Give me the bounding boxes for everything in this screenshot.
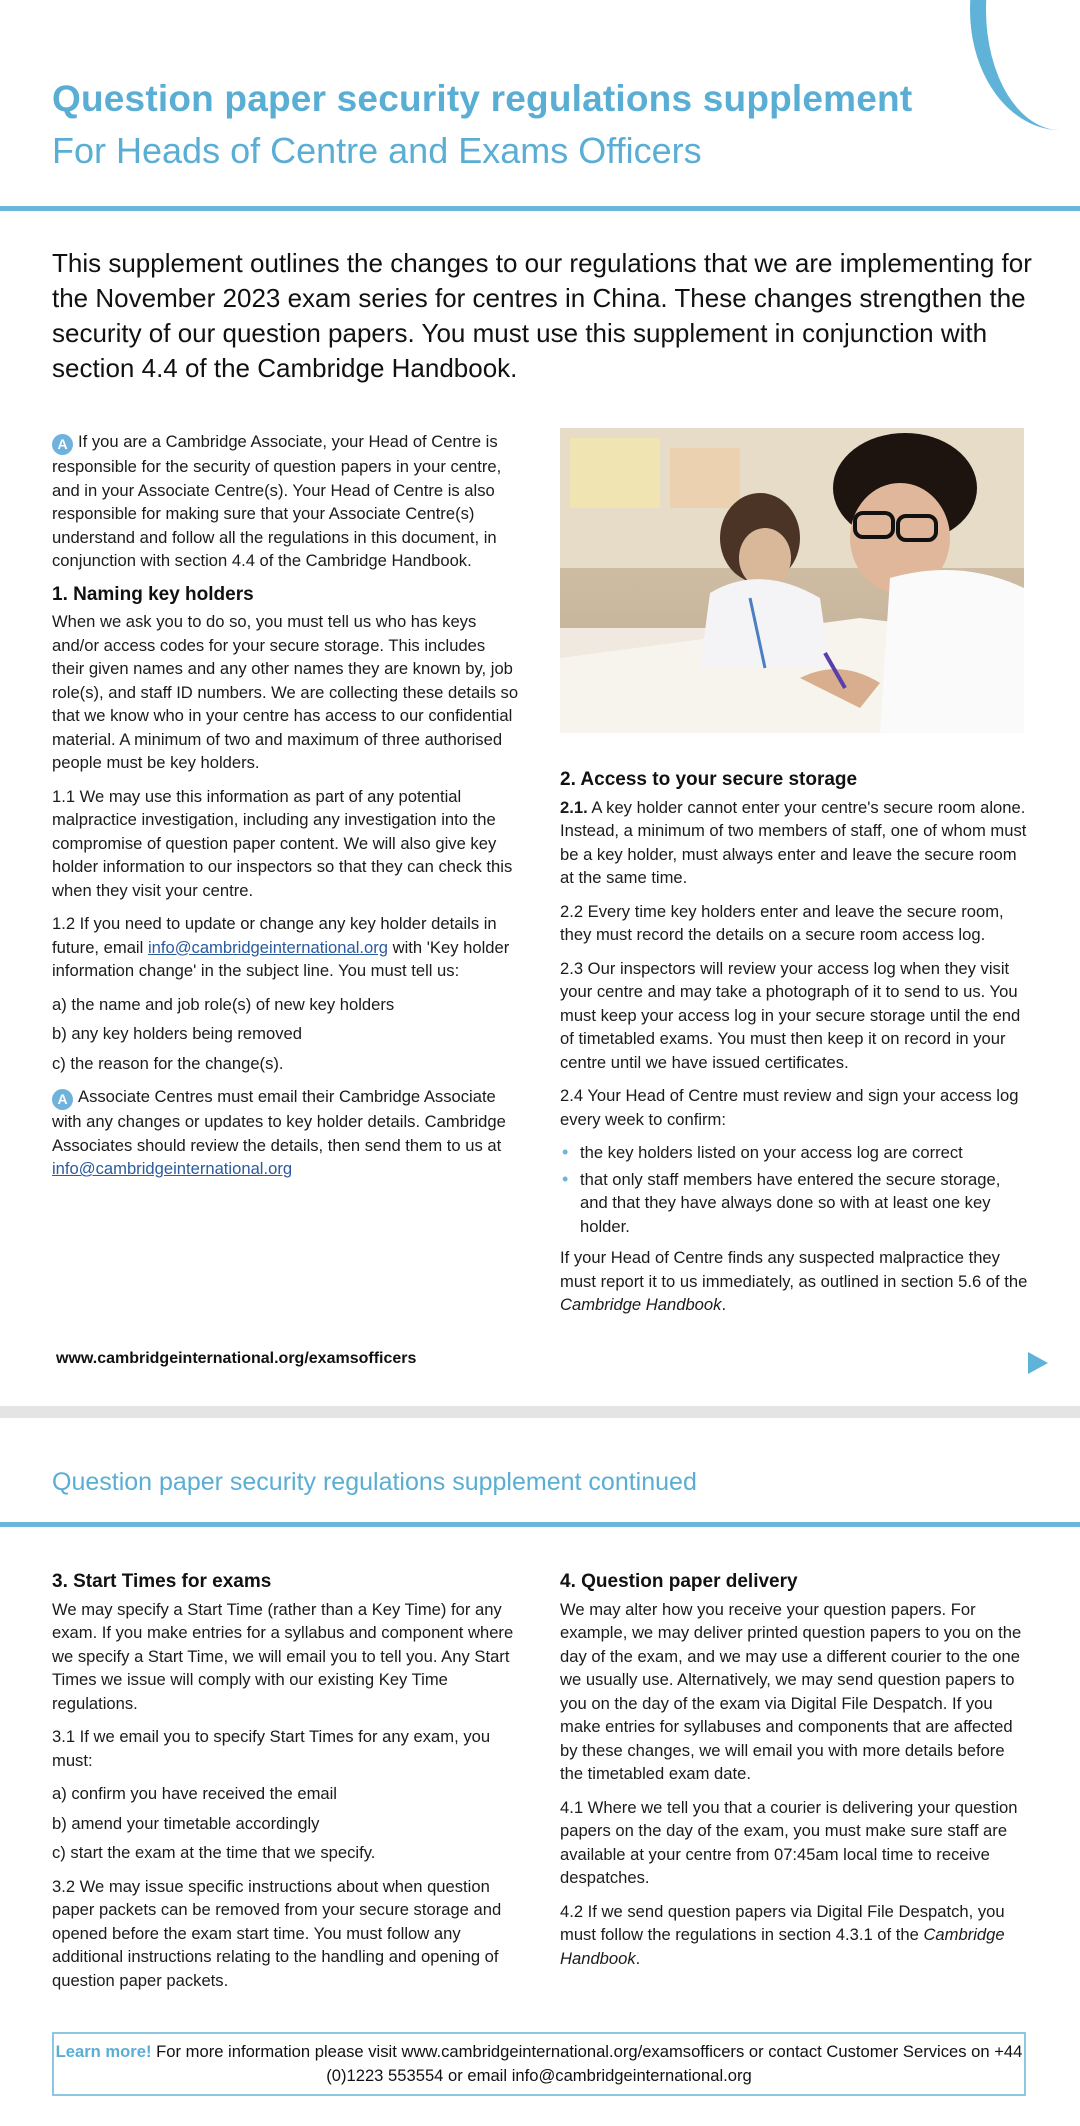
list-item: • that only staff members have entered the secure storage, and that they have always done so with at least one key holder. — [560, 1168, 1032, 1239]
confirmation-list — [560, 1141, 1032, 1238]
examsofficers-link[interactable]: www.cambridgeinternational.org/examsofficers — [401, 2042, 745, 2061]
students-exam-photo — [560, 428, 1024, 733]
section-4-2: 4.2 If we send question papers via Digital File Despatch, you must follow the regulations in section 4.3.1 of the Cambridge Handbook. — [560, 1901, 1005, 1968]
section-4-1: 4.1 Where we tell you that a courier is delivering your question papers on the day of the exam, you must make sure staff are available at your centre from 07:45am local time to receive despatches. — [560, 1797, 1018, 1887]
closing-paragraph: If your Head of Centre finds any suspected malpractice they must report it to us immediately, as outlined in section 5.6 of the Cambridge Handbook. — [560, 1248, 1028, 1314]
associate-badge-icon: A — [52, 1089, 73, 1110]
intro-paragraph: This supplement outlines the changes to our regulations that we are implementing for the November 2023 exam series for centres in China. These changes strengthen the security of our question papers. You must use this supplement in conjunction with section 4.4 of the Cambridge Handbook. — [52, 248, 1032, 383]
list-item: c) the reason for the change(s). — [52, 1053, 284, 1073]
list-item: a) confirm you have received the email — [52, 1784, 337, 1803]
footer-url[interactable]: www.cambridgeinternational.org/examsofficers — [56, 1350, 417, 1367]
left-column — [52, 430, 522, 1191]
page-2-right-column — [560, 1570, 1032, 1980]
associate-note: A If you are a Cambridge Associate, your Head of Centre is responsible for the security of question papers in your centre, and in your Associate Centre(s). Your Head of Centre is also responsible for making sure that your Associate Centre(s) understand and follow all the regulations in this document, in conjunction with section 4.4 of the Cambridge Handbook. — [52, 432, 502, 570]
section-2-heading: 2. Access to your secure storage — [560, 769, 858, 790]
list-item: c) start the exam at the time that we specify. — [52, 1843, 376, 1862]
section-4-heading: 4. Question paper delivery — [560, 1571, 798, 1592]
learn-more-label: Learn more! — [55, 2042, 152, 2061]
section-1-heading: 1. Naming key holders — [52, 583, 254, 605]
section-3-2: 3.2 We may issue specific instructions about when question paper packets can be removed from your secure storage and opened before the exam start time. You must follow any additional instructions relating to the handling and opening of question paper packets. — [52, 1876, 502, 1990]
section-2-1: 2.1. A key holder cannot enter your centre's secure room alone. Instead, a minimum of two members of staff, one of whom must be a key holder, must always enter and leave the secure room at the same time. — [560, 797, 1027, 887]
learn-more-box: Learn more! For more information please visit www.cambridgeinternational.org/examsofficers or contact Customer Services on +44 (0)1223 553554 or email info@cambridgeinternational.org — [52, 2032, 1026, 2096]
section-1-body: When we ask you to do so, you must tell us who has keys and/or access codes for your secure storage. This includes their given names and any other names they are known by, job role(s), and staff ID numbers. We are collecting these details so that we know who in your centre has access to our confidential material. A minimum of two and maximum of three authorised people must be key holders. — [52, 612, 519, 772]
section-1-2: 1.2 If you need to update or change any key holder details in future, email info@cambridgeinternational.org with 'Key holder information change' in the subject line. You must tell us: — [52, 914, 510, 980]
next-page-arrow-icon[interactable] — [1028, 1352, 1048, 1374]
section-2-3: 2.3 Our inspectors will review your access log when they visit your centre and may take a photograph of it to send to us. You must keep your access log in your secure storage until the end of timetabled exams. You must then keep it on record in your centre until we have issued certificates. — [560, 958, 1021, 1072]
section-4-body: We may alter how you receive your question papers. For example, we may deliver printed question papers to you on the day of the exam, and we may use a different courier to the one we usually use. Alternatively, we may send question papers to you on the day of the exam via Digital File Despatch. If you make entries for syllabuses and components that are affected by these changes, we will email you with more details before the timetabled exam date. — [560, 1599, 1022, 1783]
right-column — [560, 762, 1032, 1327]
section-3-1: 3.1 If we email you to specify Start Times for any exam, you must: — [52, 1727, 491, 1770]
list-item: a) the name and job role(s) of new key holders — [52, 994, 395, 1014]
phone-number: +44 (0)1223 553554 — [326, 2042, 1023, 2085]
page-2-title: Question paper security regulations supplement continued — [52, 1468, 697, 1496]
section-2-4: 2.4 Your Head of Centre must review and sign your access log every week to confirm: — [560, 1086, 1019, 1129]
section-3-body: We may specify a Start Time (rather than a Key Time) for any exam. If you make entries for a syllabus and component where we specify a Start Time, we will email you to tell you. Any Start Times we issue will comply with our existing Key Time regulations. — [52, 1599, 514, 1713]
email-link[interactable]: info@cambridgeinternational.org — [52, 1159, 293, 1178]
header-divider — [0, 1522, 1080, 1527]
list-item: b) any key holders being removed — [52, 1024, 302, 1043]
corner-decoration — [970, 0, 1080, 130]
page-title: Question paper security regulations supplement — [52, 78, 913, 119]
list-item: b) amend your timetable accordingly — [52, 1813, 320, 1833]
associate-note-2: A Associate Centres must email their Cambridge Associate with any changes or updates to key holder details. Cambridge Associates should review the details, then send them to us at info@cambridgeinternational.org — [52, 1087, 506, 1178]
page-subtitle: For Heads of Centre and Exams Officers — [52, 130, 702, 171]
section-1-1: 1.1 We may use this information as part of any potential malpractice investigation, including any investigation into the compromise of question paper content. We will also give key holder information to our inspectors so that they can check this when they visit your centre. — [52, 786, 513, 900]
email-link[interactable]: info@cambridgeinternational.org — [147, 937, 389, 957]
list-item: • the key holders listed on your access log are correct — [560, 1141, 1032, 1165]
associate-badge-icon: A — [52, 434, 73, 455]
section-2-2: 2.2 Every time key holders enter and leave the secure room, they must record the details on a secure room access log. — [560, 901, 1004, 944]
document-page-2 — [0, 1418, 1080, 2126]
section-3-heading: 3. Start Times for exams — [52, 1571, 272, 1592]
page-2-left-column — [52, 1570, 522, 2002]
contact-email[interactable]: info@cambridgeinternational.org — [511, 2066, 752, 2085]
header-divider — [0, 206, 1080, 211]
